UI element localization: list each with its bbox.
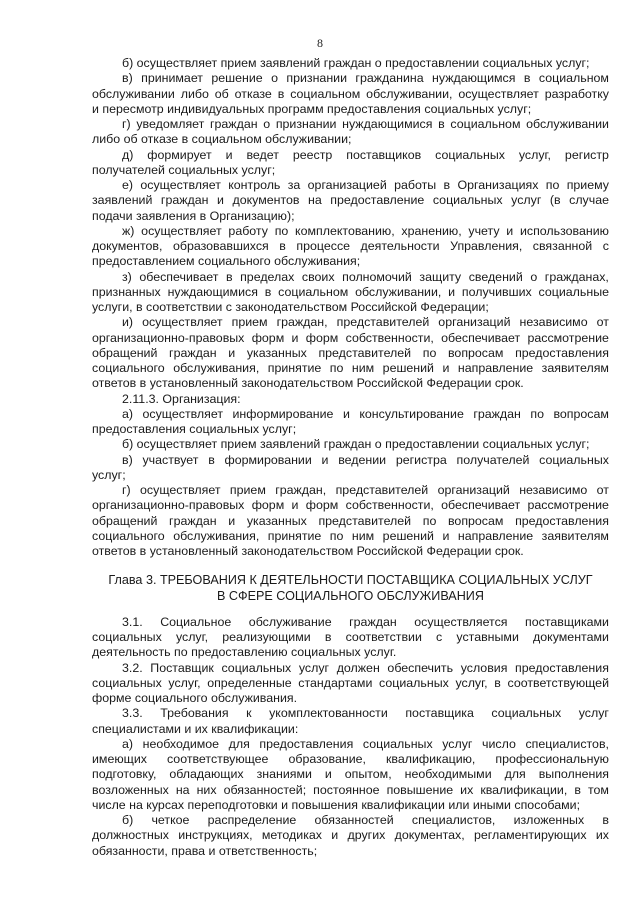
paragraph-line: деятельность по предоставлению социальных услуг.	[92, 645, 397, 660]
paragraph-line: предоставлением социального обслуживания;	[92, 254, 361, 269]
paragraph-line: а) осуществляет информирование и консультирование граждан по вопросам	[122, 406, 609, 421]
paragraph-line: подачи заявления в Организацию);	[92, 208, 295, 223]
paragraph-line: специалистами и их квалификации:	[92, 721, 299, 736]
paragraph-line: б) четкое распределение обязанностей специалистов, изложенных в	[122, 813, 609, 827]
paragraph-line: обращений граждан и указанных представителей по вопросам предоставления	[92, 513, 609, 528]
paragraph-line: социальных услуг, реализующими в соответствии с уставными документами	[92, 630, 609, 644]
document-body	[92, 56, 609, 859]
paragraph-line: и пересмотр индивидуальных программ предоставления социальных услуг;	[92, 101, 532, 116]
paragraph-line: 3.1. Социальное обслуживание граждан осуществляется поставщиками	[122, 614, 609, 629]
paragraph-line: ж) осуществляет работу по комплектованию, хранению, учету и использованию	[122, 223, 609, 238]
paragraph-line: числе на курсах переподготовки и повышения квалификации или иными способами;	[92, 797, 581, 812]
paragraph-line: д) формирует и ведет реестр поставщиков социальных услуг, регистр	[122, 147, 609, 162]
paragraph-line: ответов в установленный законодательством Российской Федерации срок.	[92, 544, 524, 558]
paragraph-line: либо об отказе в социальном обслуживании;	[92, 132, 352, 147]
paragraph-line: документов, образовавшихся в процессе деятельности Управления, связанной с	[92, 239, 609, 253]
paragraph-line: возложенных на них обязанностей; постоянное повышение их квалификации, в том	[92, 782, 609, 797]
paragraph-line: е) осуществляет контроль за организацией работы в Организациях по приему	[122, 178, 609, 192]
paragraph-line: услуги, в соответствии с законодательством Российской Федерации;	[92, 300, 489, 314]
paragraph-line: 2.11.3. Организация:	[122, 391, 241, 406]
paragraph-line: социальных услуг, определенные стандартами социальных услуг, в соответствующей	[92, 675, 609, 690]
paragraph-line: услуг;	[92, 467, 126, 482]
paragraph-line: форме социального обслуживания.	[92, 691, 298, 705]
paragraph-line: имеющих соответствующее образование, квалификацию, профессиональную	[92, 752, 609, 766]
paragraph-line: ответов в установленный законодательством Российской Федерации срок.	[92, 376, 524, 391]
paragraph-line: обслуживании либо об отказе в социальном обслуживании, осуществляет разработку	[92, 86, 609, 101]
paragraph-line: в) участвует в формировании и ведении регистра получателей социальных	[122, 452, 609, 467]
paragraph-line: получателей социальных услуг;	[92, 162, 276, 177]
paragraph-line: б) осуществляет прием заявлений граждан о предоставлении социальных услуг;	[122, 437, 590, 452]
paragraph-line: г) осуществляет прием граждан, представителей организаций независимо от	[122, 483, 609, 497]
paragraph-line: организационно-правовых форм и форм собственности, обеспечивает рассмотрение	[92, 330, 609, 345]
paragraph-line: 3.2. Поставщик социальных услуг должен обеспечить условия предоставления	[122, 660, 609, 675]
paragraph-line: 3.3. Требования к укомплектованности поставщика социальных услуг	[122, 706, 609, 721]
paragraph-line: и) осуществляет прием граждан, представителей организаций независимо от	[122, 315, 609, 330]
chapter-heading-line-1: Глава 3. ТРЕБОВАНИЯ К ДЕЯТЕЛЬНОСТИ ПОСТАВЩИКА СОЦИАЛЬНЫХ УСЛУГ	[108, 573, 593, 588]
paragraph-line: социального обслуживания, принятие по ним решений и направление заявителям	[92, 361, 609, 375]
paragraph-line: признанных нуждающимися в социальном обслуживании, и получивших социальные	[92, 284, 609, 299]
paragraph-line: предоставления социальных услуг;	[92, 422, 297, 436]
paragraph-line: заявлений граждан и документов на предоставление социальных услуг (в случае	[92, 193, 609, 208]
chapter-heading-line-2: В СФЕРЕ СОЦИАЛЬНОГО ОБСЛУЖИВАНИЯ	[217, 588, 484, 603]
paragraph-line: подготовку, обладающих знаниями и опытом, необходимыми для выполнения	[92, 767, 609, 782]
paragraph-line: обращений граждан и указанных представителей по вопросам предоставления	[92, 345, 609, 360]
paragraph-line: организационно-правовых форм и форм собственности, обеспечивает рассмотрение	[92, 498, 609, 513]
paragraph-line: б) осуществляет прием заявлений граждан о предоставлении социальных услуг;	[122, 56, 590, 70]
paragraph-line: обязанности, права и ответственность;	[92, 843, 318, 858]
page-number: 8	[317, 36, 323, 50]
paragraph-line: а) необходимое для предоставления социальных услуг число специалистов,	[122, 736, 609, 751]
paragraph-line: должностных инструкциях, методиках и других документах, регламентирующих их	[92, 828, 609, 843]
paragraph-line: з) обеспечивает в пределах своих полномочий защиту сведений о гражданах,	[122, 269, 609, 284]
paragraph-line: в) принимает решение о признании гражданина нуждающимся в социальном	[122, 71, 609, 86]
paragraph-line: социального обслуживания, принятие по ним решений и направление заявителям	[92, 528, 609, 543]
paragraph-line: г) уведомляет граждан о признании нуждающимися в социальном обслуживании	[122, 117, 609, 131]
